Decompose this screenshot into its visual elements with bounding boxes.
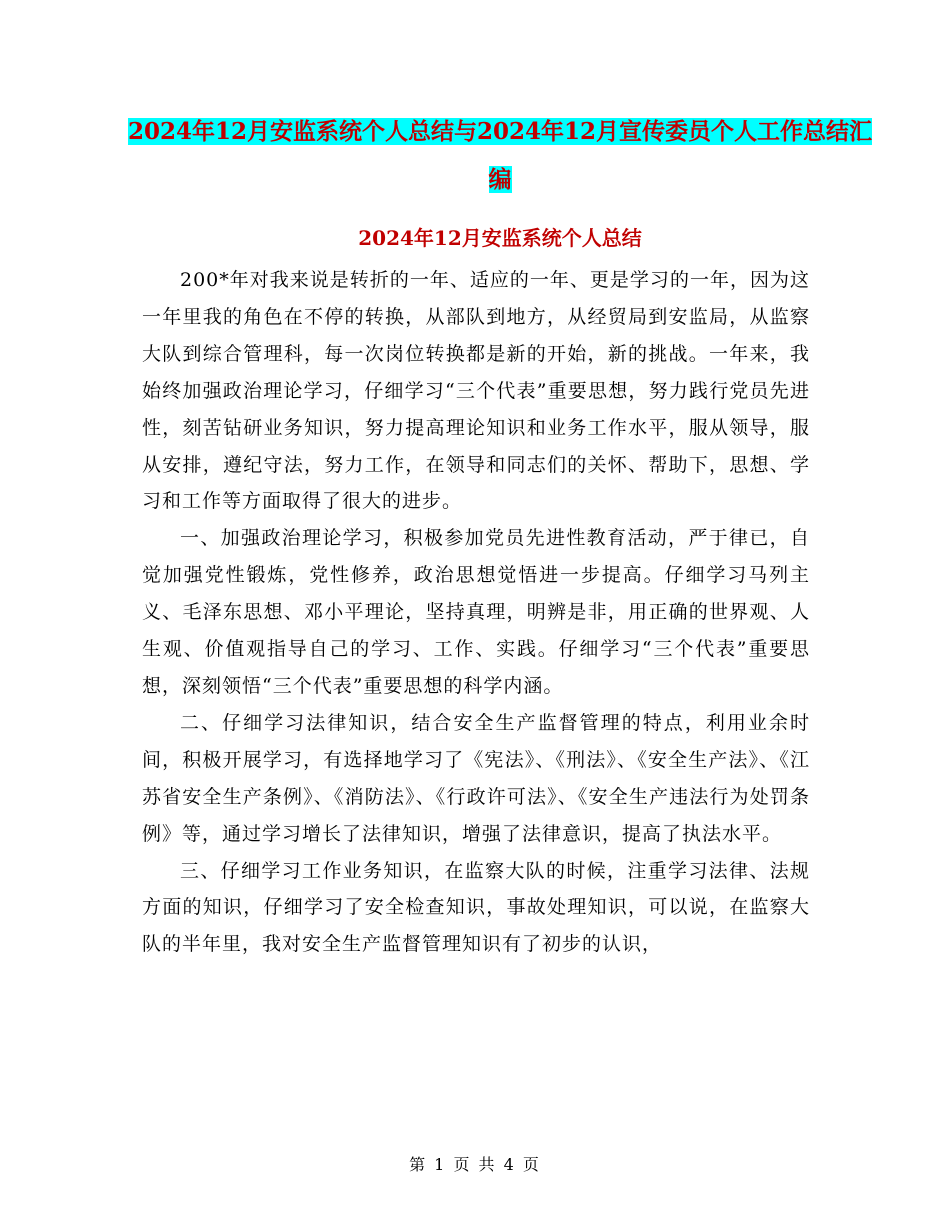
paragraph-three: 三、仔细学习工作业务知识，在监察大队的时候，注重学习法律、法规方面的知识，仔细学习了安全检查知识，事故处理知识，可以说，在监察大队的半年里，我对安全生产监督管理知识有了初步的认识，	[142, 859, 810, 956]
paragraph-intro: 200*年对我来说是转折的一年、适应的一年、更是学习的一年，因为这一年里我的角色在不停的转换，从部队到地方，从经贸局到安监局，从监察大队到综合管理科，每一次岗位转换都是新的开始，新的挑战。一年来，我始终加强政治理论学习，仔细学习“三个代表”重要思想，努力践行党员先进性，刻苦钻研业务知识，努力提高理论知识和业务工作水平，服从领导，服从安排，遵纪守法，努力工作，在领导和同志们的关怀、帮助下，思想、学习和工作等方面取得了很大的进步。	[142, 269, 810, 513]
document-body	[142, 262, 810, 963]
document-title	[120, 108, 880, 204]
paragraph-two: 二、仔细学习法律知识，结合安全生产监督管理的特点，利用业余时间，积极开展学习，有选择地学习了《宪法》、《刑法》、《安全生产法》、《江苏省安全生产条例》、《消防法》、《行政许可法》、《安全生产违法行为处罚条例》等，通过学习增长了法律知识，增强了法律意识，提高了执法水平。	[142, 711, 810, 845]
paragraph-one: 一、加强政治理论学习，积极参加党员先进性教育活动，严于律已，自觉加强党性锻炼，党性修养，政治思想觉悟进一步提高。仔细学习马列主义、毛泽东思想、邓小平理论，坚持真理，明辨是非，用正确的世界观、人生观、价值观指导自己的学习、工作、实践。仔细学习“三个代表”重要思想，深刻领悟“三个代表”重要思想的科学内涵。	[142, 527, 810, 697]
title-highlight: 2024年12月安监系统个人总结与2024年12月宣传委员个人工作总结汇编	[127, 118, 873, 193]
page-footer: 第 1 页 共 4 页	[409, 1155, 541, 1174]
section-heading: 2024年12月安监系统个人总结	[358, 226, 642, 250]
